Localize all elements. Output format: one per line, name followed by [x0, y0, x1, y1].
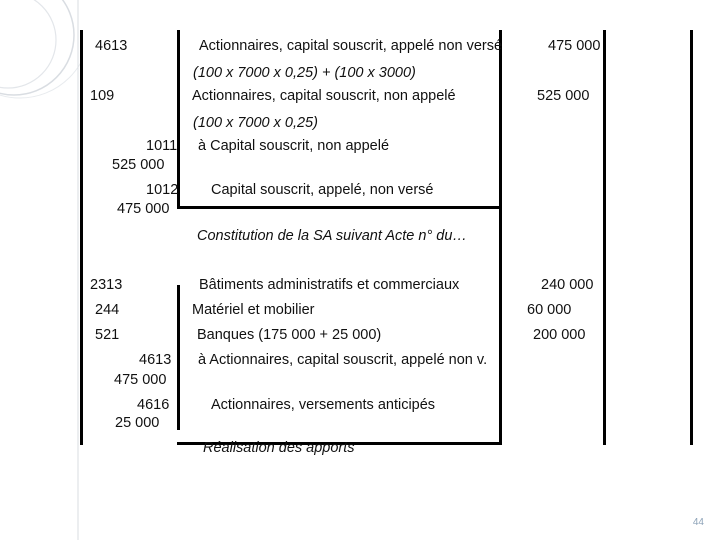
calculation-note: (100 x 7000 x 0,25) + (100 x 3000) — [193, 65, 416, 81]
debit-account: 109 — [90, 88, 115, 104]
credit-label: à Actionnaires, capital souscrit, appelé non v. — [198, 352, 488, 368]
debit-label: Matériel et mobilier — [192, 302, 315, 318]
page-number: 44 — [692, 517, 704, 528]
credit-label: à Capital souscrit, non appelé — [198, 138, 390, 154]
credit-amount: 525 000 — [112, 157, 165, 173]
credit-amount: 475 000 — [117, 201, 170, 217]
entry-separator-rule — [499, 30, 502, 445]
amount-rule-2 — [690, 30, 693, 445]
credit-account: 4613 — [139, 352, 172, 368]
credit-amount: 25 000 — [115, 415, 160, 431]
entry-description: Constitution de la SA suivant Acte n° du… — [197, 228, 467, 244]
debit-account: 244 — [95, 302, 120, 318]
credit-label: Capital souscrit, appelé, non versé — [211, 182, 434, 198]
middle-rule-lower — [177, 285, 180, 430]
left-rule — [80, 30, 83, 445]
debit-label: Actionnaires, capital souscrit, non appelé — [192, 88, 456, 104]
credit-amount: 475 000 — [114, 372, 167, 388]
credit-account: 1011 — [146, 138, 178, 154]
credit-account: 1012 — [146, 182, 179, 198]
entry1-underline — [177, 206, 501, 209]
debit-account: 4613 — [95, 38, 128, 54]
debit-account: 521 — [95, 327, 120, 343]
debit-amount: 240 000 — [541, 277, 594, 293]
debit-amount: 475 000 — [548, 38, 601, 54]
decorative-arcs — [0, 0, 80, 540]
calculation-note: (100 x 7000 x 0,25) — [193, 115, 318, 131]
debit-label: Banques (175 000 + 25 000) — [197, 327, 382, 343]
credit-account: 4616 — [137, 397, 170, 413]
entry-description: Réalisation des apports — [203, 440, 355, 456]
debit-amount: 525 000 — [537, 88, 590, 104]
credit-label: Actionnaires, versements anticipés — [211, 397, 436, 413]
debit-label: Actionnaires, capital souscrit, appelé non versé — [199, 38, 503, 54]
amount-rule-1 — [603, 30, 606, 445]
debit-label: Bâtiments administratifs et commerciaux — [199, 277, 460, 293]
debit-account: 2313 — [90, 277, 123, 293]
debit-amount: 200 000 — [533, 327, 586, 343]
debit-amount: 60 000 — [527, 302, 572, 318]
